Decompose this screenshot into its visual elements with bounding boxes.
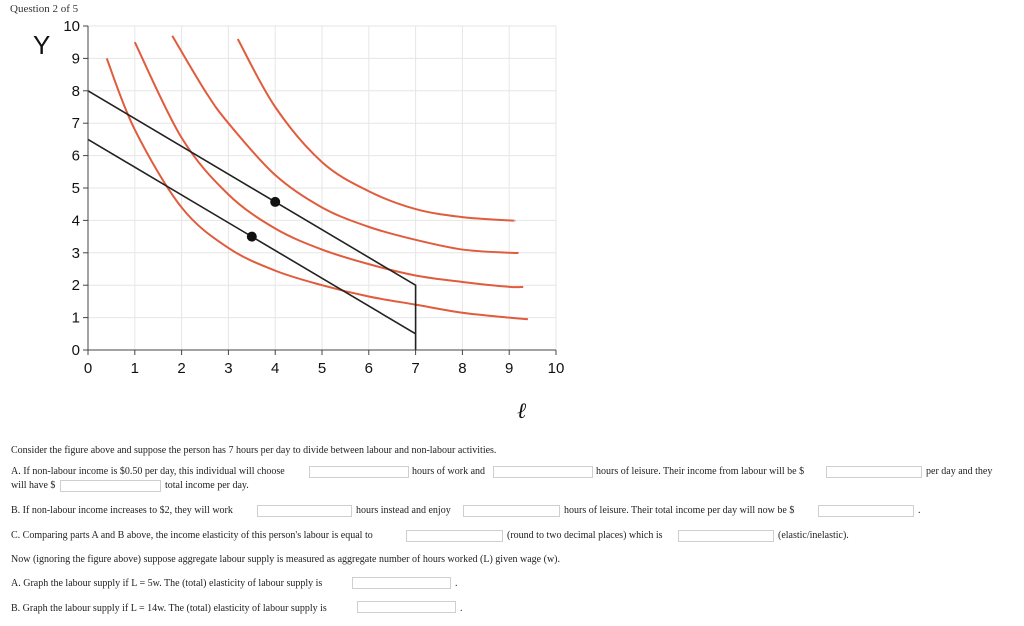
part-c-text-3: (elastic/inelastic).: [778, 530, 849, 541]
part-c-elasticity-input[interactable]: [406, 530, 503, 542]
intro-text: Consider the figure above and suppose the person has 7 hours per day to divide between labour and non-labour activities.: [11, 445, 497, 456]
part-b-work-hours-input[interactable]: [257, 505, 352, 517]
x-tick-label: 9: [505, 360, 514, 377]
question-a-period: .: [455, 578, 458, 589]
y-tick-label: 8: [71, 82, 80, 100]
part-c-text-2: (round to two decimal places) which is: [507, 530, 663, 541]
part-c-elastic-inelastic-input[interactable]: [678, 530, 774, 542]
y-tick-label: 7: [71, 115, 80, 133]
question-counter: Question 2 of 5: [10, 3, 79, 15]
x-tick-label: 7: [411, 360, 420, 377]
part-b-leisure-hours-input[interactable]: [463, 505, 560, 517]
y-tick-label: 1: [71, 309, 80, 327]
part-b-period: .: [918, 505, 921, 516]
y-tick-label: 2: [71, 277, 80, 295]
x-tick-label: 0: [83, 360, 93, 377]
part-a-text-4: per day and they: [926, 466, 993, 477]
x-tick-label: 3: [224, 360, 233, 377]
part-c-text-1: C. Comparing parts A and B above, the income elasticity of this person's labour is equal to: [11, 530, 373, 541]
elasticity-14w-input[interactable]: [357, 601, 456, 613]
labour-leisure-chart: [0, 0, 600, 430]
x-tick-label: 6: [364, 360, 373, 377]
part-b-total-income-input[interactable]: [818, 505, 914, 517]
part-a-text-2: hours of work and: [412, 466, 486, 477]
question-a-text: A. Graph the labour supply if L = 5w. The (total) elasticity of labour supply is: [11, 578, 323, 589]
y-axis-label: Y: [33, 30, 51, 60]
x-tick-label: 5: [317, 360, 327, 377]
indifference-curve: [238, 39, 515, 221]
x-tick-label: 8: [458, 360, 467, 377]
chosen-point: [247, 232, 257, 242]
x-tick-label: 10: [547, 360, 565, 377]
y-tick-label: 6: [71, 147, 80, 165]
y-tick-label: 4: [71, 212, 80, 230]
question-b-text: B. Graph the labour supply if L = 14w. The (total) elasticity of labour supply is: [11, 603, 327, 614]
y-tick-label: 3: [71, 244, 80, 262]
chart-axes: [63, 18, 564, 377]
x-axis-label: ℓ: [517, 399, 527, 424]
chart-grid: [88, 26, 556, 350]
chosen-point: [270, 197, 280, 207]
y-tick-label: 9: [71, 50, 80, 68]
part-a-text-3: hours of leisure. Their income from labour will be $: [596, 466, 805, 477]
question-b-period: .: [460, 603, 463, 614]
part-a-work-hours-input[interactable]: [309, 466, 409, 478]
x-tick-label: 1: [130, 360, 139, 377]
part-b-text-3: hours of leisure. Their total income per day will now be $: [564, 505, 795, 516]
part-a-text-5: will have $: [11, 480, 56, 491]
indifference-curves: [107, 36, 528, 320]
y-tick-label: 10: [63, 18, 80, 35]
x-tick-label: 4: [271, 360, 280, 377]
x-tick-label: 2: [177, 360, 186, 377]
part-a-total-income-input[interactable]: [60, 480, 161, 492]
part-a-text-6: total income per day.: [165, 480, 249, 491]
y-tick-label: 5: [71, 180, 80, 197]
y-tick-label: 0: [71, 342, 80, 359]
part-b-text-1: B. If non-labour income increases to $2, they will work: [11, 505, 233, 516]
part-a-text-1: A. If non-labour income is $0.50 per day, this individual will choose: [11, 466, 285, 477]
now-text: Now (ignoring the figure above) suppose aggregate labour supply is measured as aggregate number of hours worked (L) given wage (w).: [11, 554, 560, 565]
part-a-labour-income-input[interactable]: [826, 466, 922, 478]
part-b-text-2: hours instead and enjoy: [356, 505, 451, 516]
elasticity-5w-input[interactable]: [352, 577, 451, 589]
part-a-leisure-hours-input[interactable]: [493, 466, 593, 478]
